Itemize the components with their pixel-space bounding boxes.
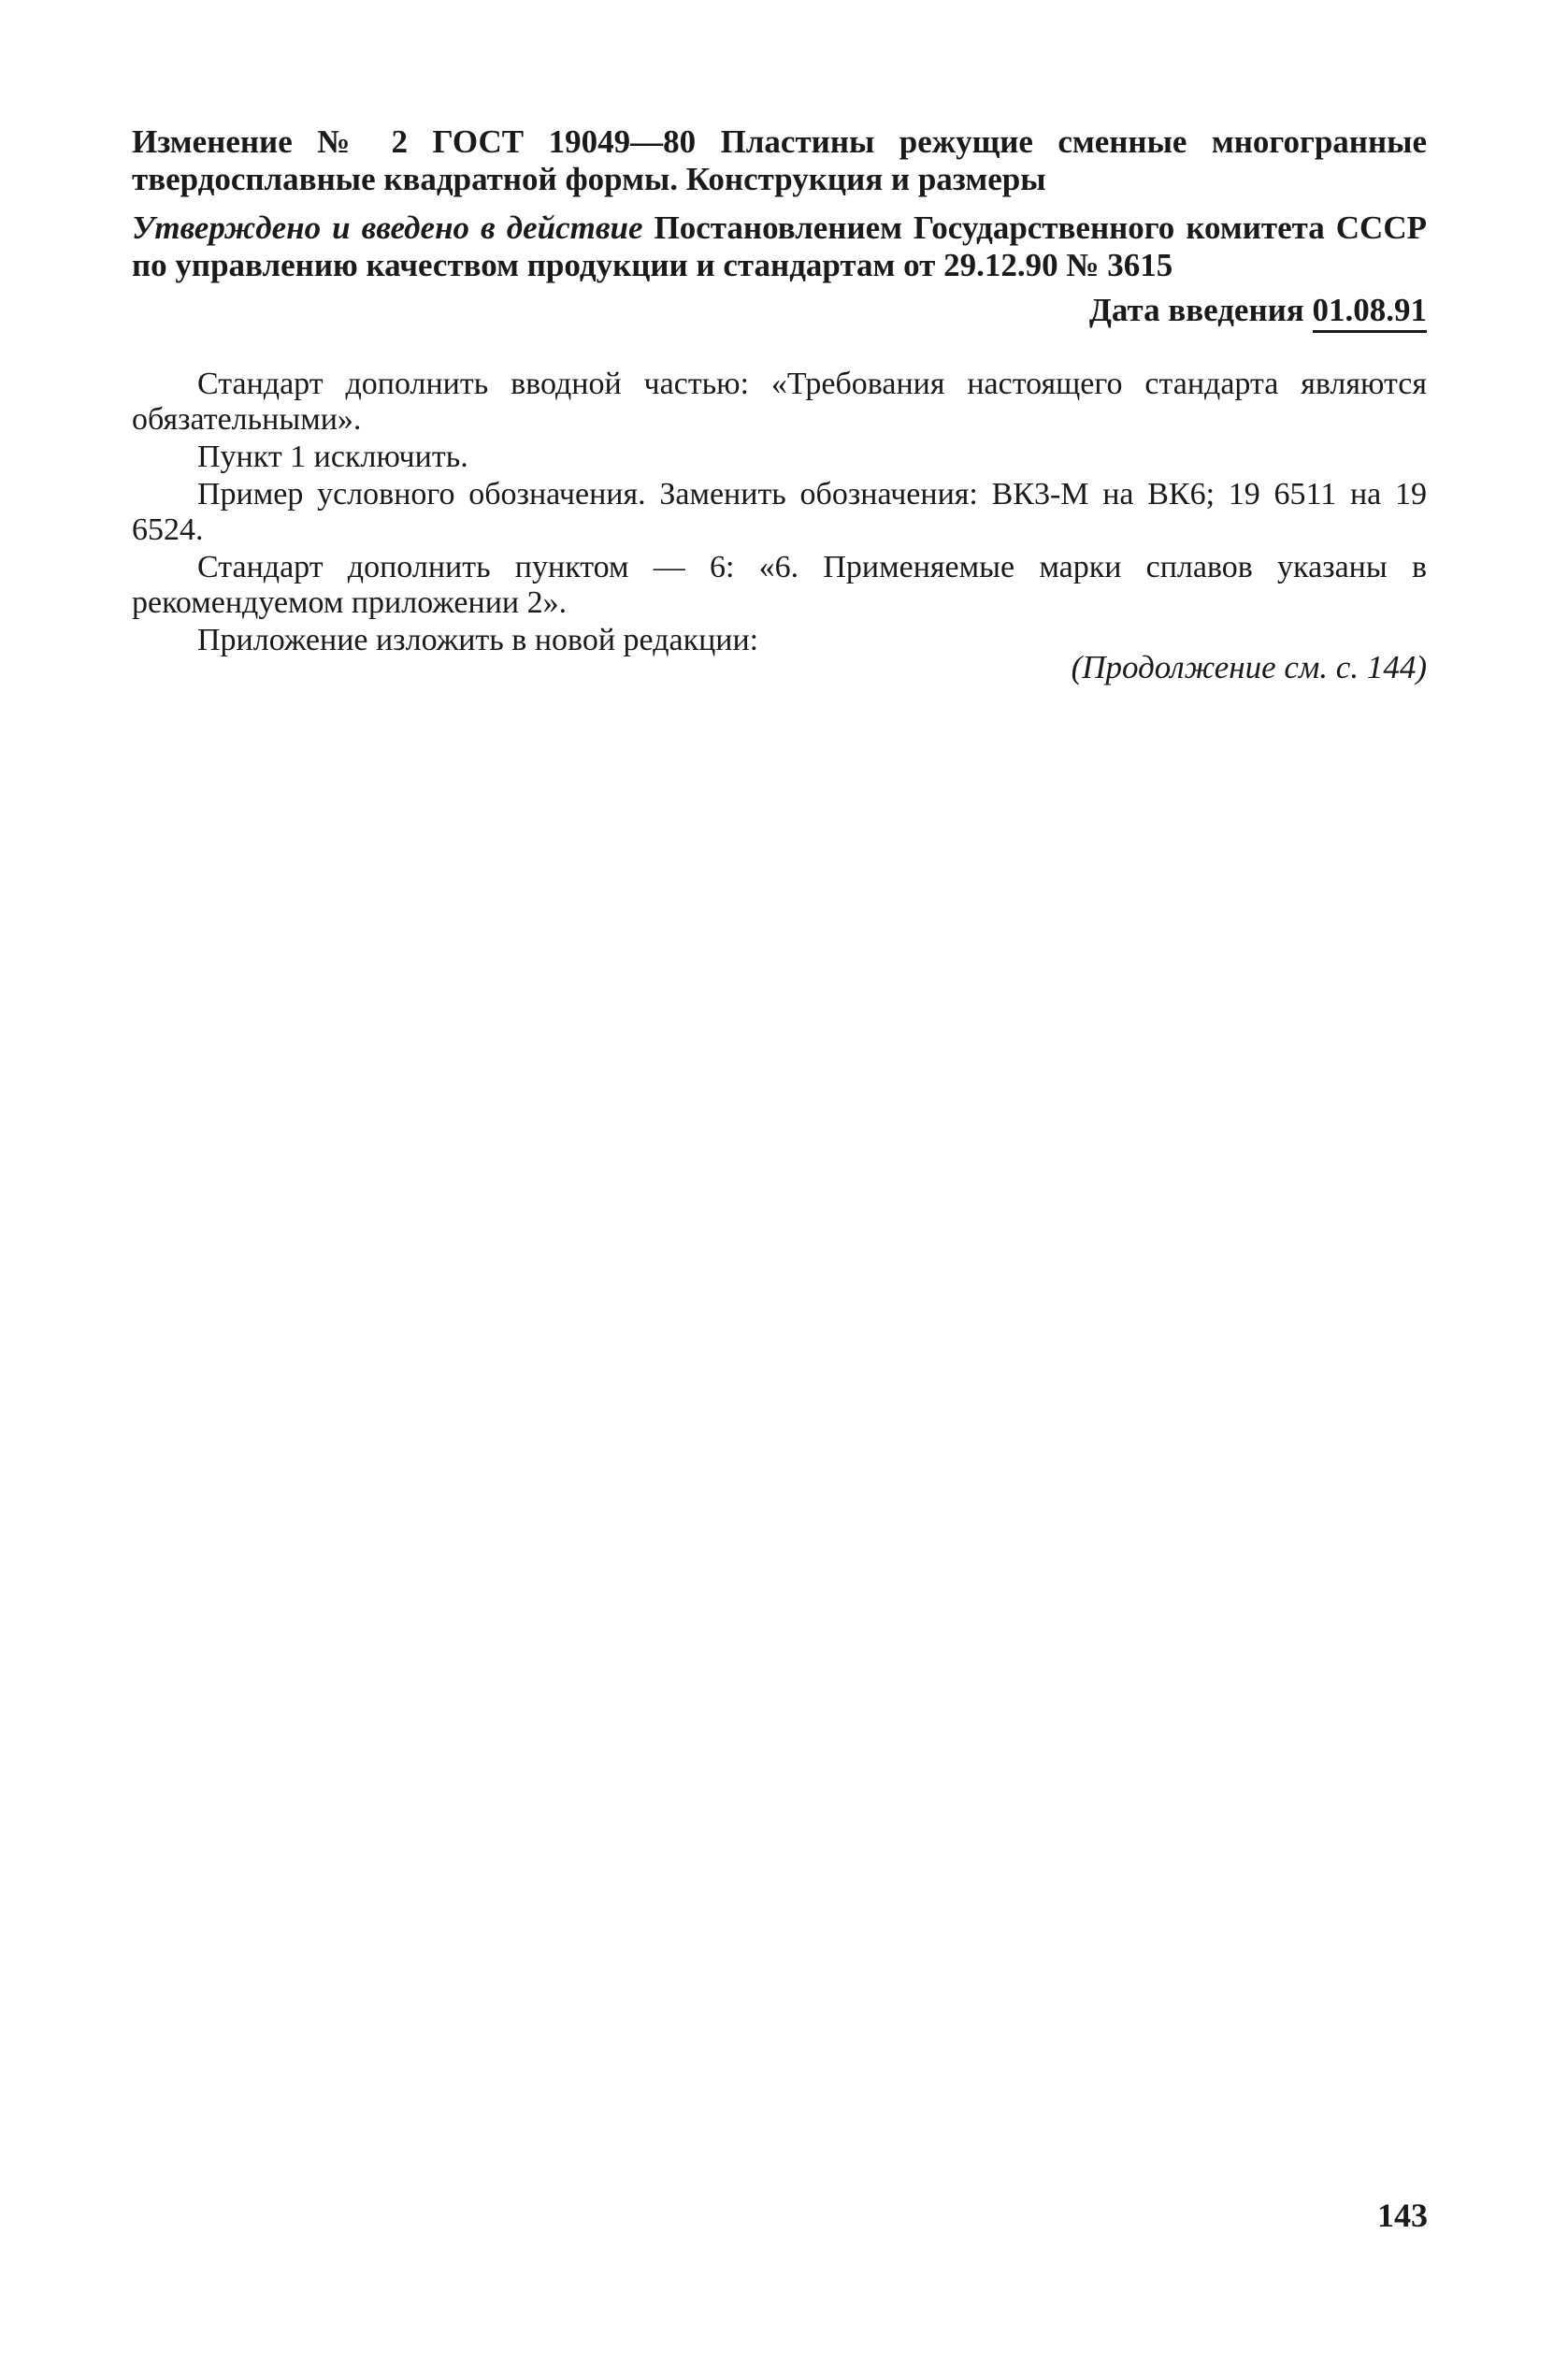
introduction-date-value: 01.08.91: [1313, 292, 1428, 333]
paragraph: Приложение изложить в новой редакции:: [197, 623, 759, 657]
amendment-body: [132, 367, 1427, 660]
continuation-note: (Продолжение см. с. 144): [1071, 649, 1427, 685]
paragraph: Пример условного обозначения. Заменить обозначения: ВК3-М на ВК6; 19 6511 на 19 6524.: [132, 477, 1427, 547]
paragraph: Стандарт дополнить вводной частью: «Требования настоящего стандарта являются обязательными».: [132, 367, 1427, 437]
document-heading: [132, 123, 1427, 198]
introduction-date: [132, 292, 1427, 329]
paragraph: Пункт 1 исключить.: [197, 440, 468, 474]
heading-text: Изменение № 2 ГОСТ 19049—80 Пластины режущие сменные многогранные твердосплавные квадратной формы. Конструкция и размеры: [132, 123, 1427, 197]
paragraph: Стандарт дополнить пунктом — 6: «6. Применяемые марки сплавов указаны в рекомендуемом приложении 2».: [132, 550, 1427, 620]
approval-italic-text: Утверждено и введено в действие: [132, 209, 643, 246]
approval-statement: [132, 209, 1427, 284]
page-number: 143: [1377, 2197, 1428, 2234]
approval-rest-text: Постановлением Государственного комитета СССР по управлению качеством продукции и стандартам от 29.12.90 № 3615: [132, 209, 1427, 283]
introduction-date-label: Дата введения: [1088, 292, 1313, 328]
